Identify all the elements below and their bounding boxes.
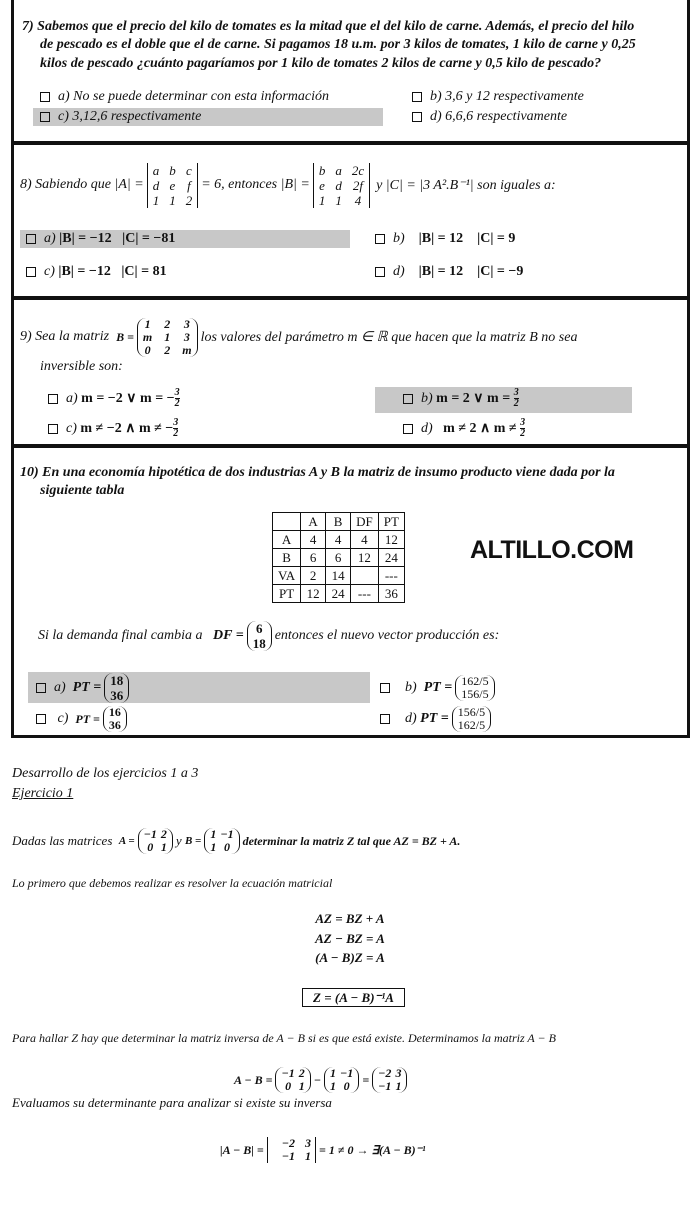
matrix-cell: 1 <box>210 840 217 854</box>
table-cell: 14 <box>326 567 351 585</box>
table-row <box>273 585 405 603</box>
q8-option-b[interactable] <box>375 231 515 247</box>
matrix-cell: 16 <box>108 705 121 719</box>
matrix-cell: d <box>335 177 342 193</box>
table-cell: VA <box>273 567 301 585</box>
option-label: c) <box>44 264 55 279</box>
matrix-cell: 0 <box>144 342 151 357</box>
checkbox-icon[interactable] <box>380 683 390 693</box>
q9-option-b[interactable] <box>403 388 519 409</box>
equation-step: AZ = BZ + A <box>315 911 385 926</box>
matrix-cell: 3 <box>183 329 190 344</box>
table-cell: 2 <box>301 567 326 585</box>
matrix-cell: −1 <box>340 1066 354 1080</box>
table-cell: --- <box>378 567 404 585</box>
matrix-cell: 1 <box>210 827 217 841</box>
checkbox-icon[interactable] <box>40 112 50 122</box>
option-vector <box>452 706 491 732</box>
option-expr: m = −2 ∨ m = − <box>81 391 175 406</box>
watermark-logo: ALTILLO.COM <box>470 536 634 564</box>
table-cell: PT <box>378 513 404 531</box>
checkbox-icon[interactable] <box>412 112 422 122</box>
matrix-cell: −1 <box>143 827 157 841</box>
q10-option-d[interactable] <box>380 706 494 732</box>
option-text: b) 3,6 y 12 respectivamente <box>430 89 584 104</box>
q8-prefix: 8) Sabiendo que |A| = <box>20 177 144 192</box>
q7-option-b[interactable] <box>412 89 584 105</box>
matrix-a-name: A = <box>118 835 135 847</box>
option-label: b) <box>393 231 405 246</box>
boxed-result: Z = (A − B)⁻¹A <box>302 988 405 1007</box>
demand-prefix: Si la demanda final cambia a <box>38 628 203 643</box>
matrix-cell: 156/5 <box>461 687 489 701</box>
difference-name: A − B = <box>234 1072 273 1087</box>
matrix-b-name: B = <box>116 329 134 344</box>
checkbox-icon[interactable] <box>36 683 46 693</box>
matrix-cell: 1 <box>318 192 326 208</box>
matrix-cell: 3 <box>395 1066 402 1080</box>
table-cell: 24 <box>326 585 351 603</box>
development-heading: Desarrollo de los ejercicios 1 a 3 <box>12 766 199 781</box>
q9-statement <box>20 313 577 361</box>
q10-line-1: 10) En una economía hipotética de dos industrias A y B la matriz de insumo producto viene dada por la <box>20 465 615 480</box>
table-row <box>273 567 405 585</box>
q8-mid: = 6, entonces |B| = <box>201 177 310 192</box>
q9-option-d[interactable] <box>403 418 525 439</box>
matrix-cell: 2 <box>185 192 193 208</box>
option-name: PT = <box>72 680 102 695</box>
table-cell: B <box>326 513 351 531</box>
option-label: c) <box>66 420 77 436</box>
checkbox-icon[interactable] <box>403 424 413 434</box>
matrix-cell: e <box>169 177 176 193</box>
given-suffix: determinar la matriz Z tal que AZ = BZ + A. <box>242 833 461 848</box>
matrix-cell: 1 <box>330 1066 337 1080</box>
given-prefix: Dadas las matrices <box>12 833 113 848</box>
q8-statement <box>20 160 556 210</box>
matrix-cell: 1 <box>152 192 160 208</box>
matrix-cell: −1 <box>281 1149 296 1163</box>
option-text: c) 3,12,6 respectivamente <box>58 109 202 124</box>
matrix-cell: m <box>182 342 192 357</box>
table-cell <box>273 513 301 531</box>
equals-sign: = <box>362 1072 370 1087</box>
table-cell: --- <box>351 585 379 603</box>
matrix-cell: 2 <box>160 827 167 841</box>
q7-line-3: kilos de pescado ¿cuánto pagaríamos por 1 kilo de tomates 2 kilos de carne y 0,5 kilo de pescado? <box>40 56 602 71</box>
q7-line-1: 7) Sabemos que el precio del kilo de tomates es la mitad que el del kilo de carne. Además, el precio del hilo <box>22 19 635 34</box>
matrix-cell: 2c <box>351 162 365 178</box>
option-vector <box>104 673 129 703</box>
table-cell <box>351 567 379 585</box>
checkbox-icon[interactable] <box>403 394 413 404</box>
matrix-cell: b <box>169 162 176 178</box>
table-row <box>273 513 405 531</box>
checkbox-icon[interactable] <box>380 714 390 724</box>
matrix-cell: d <box>152 177 160 193</box>
matrix-cell: 2f <box>352 177 364 193</box>
table-cell: 4 <box>326 531 351 549</box>
table-cell: 12 <box>351 549 379 567</box>
table-cell: 4 <box>351 531 379 549</box>
evaluate-text: Evaluamos su determinante para analizar si existe su inversa <box>12 1095 332 1110</box>
q8-option-d[interactable] <box>375 264 523 280</box>
determinant-a <box>147 163 199 208</box>
matrix-b-name: B = <box>184 835 202 847</box>
matrix-cell: 18 <box>110 673 124 688</box>
option-label: a) <box>54 680 66 695</box>
exercise-1-statement <box>12 826 460 856</box>
q8-suffix: y |C| = |3 A².B⁻¹| son iguales a: <box>376 177 556 193</box>
option-label: d) <box>405 711 417 726</box>
option-label: a) <box>44 231 56 246</box>
table-row <box>273 531 405 549</box>
matrix-cell: m <box>142 329 153 344</box>
q7-option-c[interactable] <box>40 109 201 125</box>
matrix-a <box>275 1067 310 1093</box>
equation-step: (A − B)Z = A <box>315 950 385 965</box>
matrix-cell: b <box>318 162 326 178</box>
matrix-cell: 156/5 <box>457 705 486 719</box>
q9-option-c[interactable] <box>48 418 178 439</box>
determinant-equation <box>220 1136 426 1164</box>
matrix-cell: 1 <box>298 1079 305 1093</box>
q8-option-a[interactable] <box>26 231 175 247</box>
checkbox-icon[interactable] <box>375 267 385 277</box>
table-cell: 12 <box>378 531 404 549</box>
matrix-cell: 0 <box>223 840 230 854</box>
matrix-cell: 3 <box>305 1136 312 1150</box>
matrix-cell: a <box>335 162 342 178</box>
option-expr: |B| = 12 |C| = 9 <box>418 231 516 246</box>
conjunction: y <box>175 833 182 848</box>
matrix-cell: 0 <box>285 1079 292 1093</box>
determinant-b <box>313 163 370 208</box>
fraction: $\frac{3}{2}$ <box>520 417 526 439</box>
option-text: a) No se puede determinar con esta información <box>58 89 330 104</box>
matrix-cell: 3 <box>183 316 190 331</box>
fraction: $\frac{3}{2}$ <box>513 387 519 409</box>
equation-step: AZ − BZ = A <box>315 931 385 946</box>
matrix-cell: −1 <box>220 827 234 841</box>
q9-line-2: inversible son: <box>40 359 123 374</box>
matrix-cell: 0 <box>147 840 154 854</box>
q10-line-2: siguiente tabla <box>40 483 125 498</box>
option-label: b) <box>421 390 433 406</box>
matrix-cell: 36 <box>108 718 121 732</box>
option-vector <box>455 675 494 701</box>
difference-equation <box>234 1066 410 1094</box>
matrix-cell: 162/5 <box>457 718 486 732</box>
matrix-cell: 162/5 <box>461 674 489 688</box>
matrix-cell: −1 <box>281 1066 295 1080</box>
table-cell: 4 <box>301 531 326 549</box>
option-expr: m = 2 ∨ m = <box>436 391 511 406</box>
checkbox-icon[interactable] <box>36 714 46 724</box>
option-expr: |B| = −12 |C| = 81 <box>58 264 167 279</box>
demand-suffix: entonces el nuevo vector producción es: <box>274 628 500 643</box>
option-name: PT = <box>423 680 453 695</box>
matrix-cell: 2 <box>164 316 171 331</box>
fraction: $\frac{3}{2}$ <box>173 417 179 439</box>
q7-option-d[interactable] <box>412 109 567 125</box>
table-cell: 24 <box>378 549 404 567</box>
matrix-cell: 0 <box>343 1079 350 1093</box>
matrix-cell: −1 <box>378 1079 392 1093</box>
matrix-cell: −2 <box>378 1066 392 1080</box>
minus-sign: − <box>313 1072 322 1087</box>
matrix-cell: 36 <box>110 688 124 703</box>
q7-line-2: de pescado es el doble que el de carne. Si pagamos 18 u.m. por 3 kilos de tomates, 1 kilo de carne y 0,25 <box>40 37 636 52</box>
matrix-cell: 2 <box>298 1066 305 1080</box>
option-text: d) 6,6,6 respectivamente <box>430 109 568 124</box>
option-label: a) <box>66 390 78 406</box>
q9-suffix: los valores del parámetro m ∈ ℝ que hacen que la matriz B no sea <box>200 329 578 345</box>
matrix-cell: 1 <box>164 329 171 344</box>
matrix-cell: a <box>152 162 160 178</box>
table-cell: A <box>273 531 301 549</box>
table-cell: 6 <box>301 549 326 567</box>
checkbox-icon[interactable] <box>412 92 422 102</box>
q10-option-a[interactable] <box>36 674 132 702</box>
q7-option-a[interactable] <box>40 89 329 105</box>
matrix-cell: f <box>187 177 191 193</box>
checkbox-icon[interactable] <box>375 234 385 244</box>
matrix-b <box>137 318 198 357</box>
option-expr: |B| = 12 |C| = −9 <box>418 264 524 279</box>
matrix-cell: 1 <box>330 1079 337 1093</box>
matrix-difference <box>372 1067 407 1093</box>
matrix-cell: 4 <box>354 192 362 208</box>
table-row <box>273 549 405 567</box>
matrix-cell: 18 <box>252 636 266 651</box>
option-label: c) <box>57 711 69 726</box>
matrix-cell: 2 <box>164 342 171 357</box>
option-name: PT = <box>75 711 100 726</box>
determinant-result: = 1 ≠ 0 → ∃(A − B)⁻¹ <box>319 1142 426 1157</box>
option-vector <box>103 706 127 732</box>
q9-option-a[interactable] <box>48 388 180 409</box>
option-expr: |B| = −12 |C| = −81 <box>59 231 176 246</box>
matrix-cell: 1 <box>305 1149 312 1163</box>
matrix-cell: 1 <box>335 192 342 208</box>
q10-option-c[interactable] <box>36 706 130 732</box>
matrix-cell: 6 <box>255 621 263 636</box>
matrix-b <box>204 828 239 854</box>
input-output-table <box>272 512 405 603</box>
option-label: b) <box>405 680 417 695</box>
exercise-1-heading: Ejercicio 1 <box>12 786 74 801</box>
option-label: d) <box>421 420 433 436</box>
demand-name: DF = <box>213 628 244 643</box>
table-cell: B <box>273 549 301 567</box>
q9-prefix: 9) Sea la matriz <box>20 329 110 344</box>
matrix-cell: 1 <box>160 840 167 854</box>
fraction: $\frac{3}{2}$ <box>174 387 180 409</box>
matrix-cell: c <box>186 162 192 178</box>
q8-option-c[interactable] <box>26 264 167 280</box>
matrix-cell: e <box>319 177 325 193</box>
table-cell: DF <box>351 513 379 531</box>
demand-vector <box>247 621 272 651</box>
paragraph-inverse: Para hallar Z hay que determinar la matriz inversa de A − B si es que está existe. Determinamos la matriz A − B <box>12 1031 556 1045</box>
table-cell: 36 <box>378 585 404 603</box>
option-expr: m ≠ −2 ∧ m ≠ − <box>80 421 174 436</box>
checkbox-icon[interactable] <box>26 234 36 244</box>
determinant-name: |A − B| = <box>220 1142 264 1157</box>
table-cell: 6 <box>326 549 351 567</box>
q10-demand-statement <box>38 620 499 652</box>
matrix-cell: 1 <box>169 192 176 208</box>
checkbox-icon[interactable] <box>48 424 58 434</box>
option-name: PT = <box>420 711 449 726</box>
checkbox-icon[interactable] <box>48 394 58 404</box>
determinant-matrix <box>267 1137 316 1163</box>
matrix-b <box>324 1067 359 1093</box>
matrix-cell: 1 <box>395 1079 402 1093</box>
matrix-cell: −2 <box>281 1136 296 1150</box>
checkbox-icon[interactable] <box>40 92 50 102</box>
option-expr: m ≠ 2 ∧ m ≠ <box>443 421 517 436</box>
option-label: d) <box>393 264 405 279</box>
matrix-a <box>138 828 173 854</box>
table-cell: PT <box>273 585 301 603</box>
table-cell: A <box>301 513 326 531</box>
table-cell: 12 <box>301 585 326 603</box>
checkbox-icon[interactable] <box>26 267 36 277</box>
intro-text: Lo primero que debemos realizar es resolver la ecuación matricial <box>12 876 333 890</box>
q10-option-b[interactable] <box>380 674 498 702</box>
matrix-cell: 1 <box>144 316 151 331</box>
